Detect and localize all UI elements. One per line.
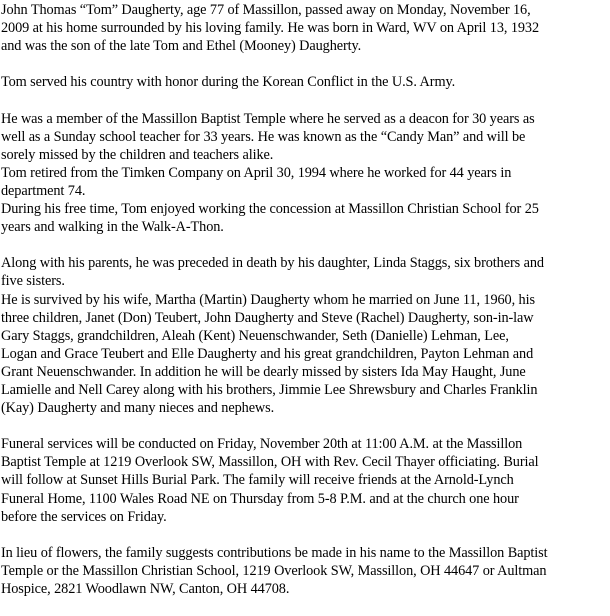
text-line: five sisters. (1, 273, 65, 290)
text-line: John Thomas “Tom” Daugherty, age 77 of Massillon, passed away on Monday, November 16, (1, 2, 531, 18)
text-line: Temple or the Massillon Christian School, 1219 Overlook SW, Massillon, OH 44647 or Aultman (1, 562, 547, 579)
text-line: and was the son of the late Tom and Ethel (Mooney) Daugherty. (1, 38, 362, 55)
text-line: Lamielle and Nell Carey along with his brothers, Jimmie Lee Shrewsbury and Charles Franklin (1, 381, 538, 398)
paragraph-biography-intro (1, 1, 607, 55)
text-line: Hospice, 2821 Woodlawn NW, Canton, OH 44708. (1, 581, 290, 597)
text-line: Logan and Grace Teubert and Elle Daugherty and his great grandchildren, Payton Lehman and (1, 345, 534, 362)
text-line: well as a Sunday school teacher for 33 years. He was known as the “Candy Man” and will be (1, 128, 526, 145)
text-line: Funeral Home, 1100 Wales Road NE on Thursday from 5-8 P.M. and at the church one hour (1, 490, 519, 507)
paragraph-military-service (1, 73, 607, 91)
text-line: (Kay) Daugherty and many nieces and nephews. (1, 400, 275, 417)
paragraph-contributions (1, 544, 607, 598)
text-line: He was a member of the Massillon Baptist Temple where he served as a deacon for 30 years as (1, 110, 535, 127)
text-line: Along with his parents, he was preceded in death by his daughter, Linda Staggs, six brothers and (1, 255, 544, 272)
text-line: Baptist Temple at 1219 Overlook SW, Massillon, OH with Rev. Cecil Thayer officiating. Burial (1, 454, 539, 471)
text-line: Gary Staggs, grandchildren, Aleah (Kent) Neuenschwander, Seth (Danielle) Lehman, Lee, (1, 327, 509, 344)
text-line: 2009 at his home surrounded by his loving family. He was born in Ward, WV on April 13, 1932 (1, 20, 540, 37)
text-line: Grant Neuenschwander. In addition he will be dearly missed by sisters Ida May Haught, June (1, 363, 526, 380)
text-line: years and walking in the Walk-A-Thon. (1, 219, 224, 236)
paragraph-family (1, 254, 607, 417)
text-line: will follow at Sunset Hills Burial Park. The family will receive friends at the Arnold-Lynch (1, 472, 514, 489)
paragraph-funeral-services (1, 435, 607, 525)
text-line: Tom served his country with honor during the Korean Conflict in the U.S. Army. (1, 74, 456, 91)
text-line: During his free time, Tom enjoyed working the concession at Massillon Christian School for 25 (1, 201, 539, 218)
text-line: In lieu of flowers, the family suggests contributions be made in his name to the Massillon Baptist (1, 544, 548, 561)
text-line: three children, Janet (Don) Teubert, John Daugherty and Steve (Rachel) Daugherty, son-in-law (1, 309, 534, 326)
text-line: He is survived by his wife, Martha (Martin) Daugherty whom he married on June 11, 1960, his (1, 291, 535, 308)
text-line: Tom retired from the Timken Company on April 30, 1994 where he worked for 44 years in (1, 164, 512, 181)
text-line: sorely missed by the children and teachers alike. (1, 146, 274, 163)
text-line: department 74. (1, 182, 86, 199)
text-line: before the services on Friday. (1, 508, 167, 525)
obituary-document (1, 1, 607, 616)
paragraph-church-and-career (1, 110, 607, 237)
text-line: Funeral services will be conducted on Friday, November 20th at 11:00 A.M. at the Massillon (1, 436, 523, 453)
